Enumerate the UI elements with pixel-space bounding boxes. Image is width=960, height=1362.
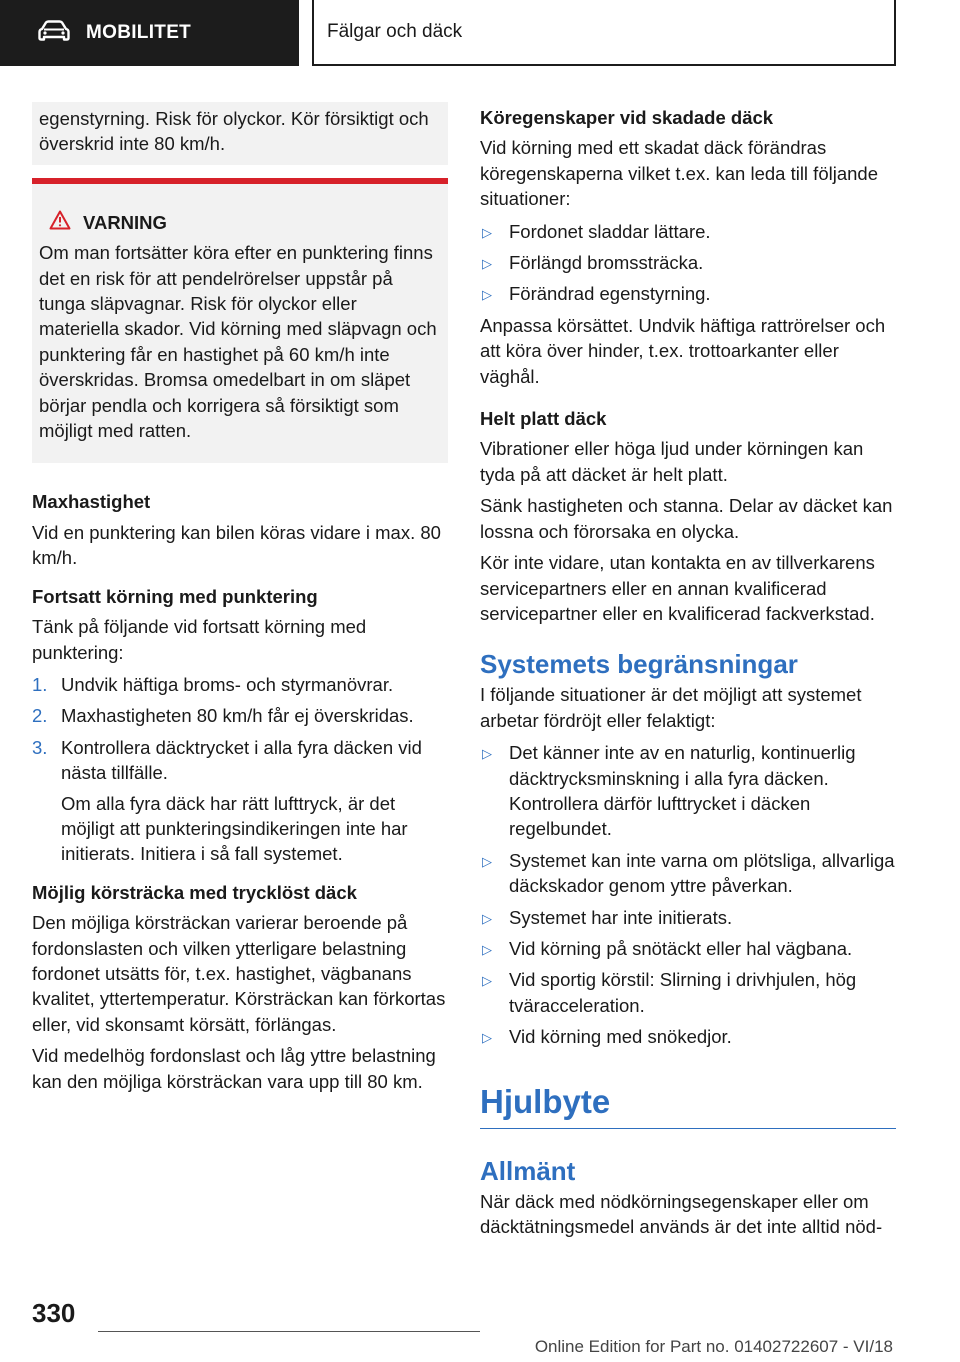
list-item: ▷ Systemet har inte initierats. bbox=[480, 905, 896, 930]
bullet-triangle-icon: ▷ bbox=[482, 910, 492, 926]
continued-driving-intro: Tänk på följande vid fortsatt körning med punktering: bbox=[32, 616, 367, 663]
chapter-label: Fälgar och däck bbox=[327, 21, 463, 42]
page-header bbox=[0, 0, 960, 66]
bullet-triangle-icon: ▷ bbox=[482, 973, 492, 989]
bullet-triangle-icon: ▷ bbox=[482, 1030, 492, 1046]
warning-triangle-icon bbox=[39, 210, 83, 236]
flat-tire-text-2: Sänk hastigheten och stanna. Delar av däcket kan lossna och förorsaka en olycka. bbox=[480, 495, 893, 542]
list-item: ▷ Vid körning med snökedjor. bbox=[480, 1024, 896, 1049]
system-limits-list bbox=[480, 740, 896, 1049]
bullet-triangle-icon: ▷ bbox=[482, 746, 492, 762]
left-column bbox=[32, 102, 448, 1094]
step-extra-text: Om alla fyra däck har rätt lufttryck, är det möjligt att punkteringsindikeringen inte har initierats. Initiera i så fall systemet. bbox=[61, 792, 408, 865]
system-limits-heading: Systemets begränsningar bbox=[480, 649, 798, 680]
list-item: ▷ Systemet kan inte varna om plötsliga, allvarliga däckskador genom yttre påverkan. bbox=[482, 849, 895, 897]
car-icon bbox=[38, 20, 70, 47]
damaged-tire-intro: Vid körning med ett skadat däck förändras köregenskaperna vilket t.ex. kan leda till följande situationer: bbox=[480, 137, 878, 210]
list-item: ▷ Fordonet sladdar lättare. bbox=[480, 219, 896, 244]
step-text: Kontrollera däcktrycket i alla fyra däcken vid nästa tillfälle. bbox=[61, 736, 422, 784]
list-item: ▷ Det känner inte av en naturlig, kontinuerlig däcktrycksminskning i alla fyra däcken. Kontrollera därför lufttrycket i däcken regelbundet. bbox=[482, 742, 856, 840]
continued-driving-heading: Fortsatt körning med punktering bbox=[32, 585, 318, 607]
list-item bbox=[32, 672, 448, 697]
system-limits-intro: I följande situationer är det möjligt att systemet arbetar fördröjt eller felaktigt: bbox=[480, 684, 862, 731]
flat-tire-text-1: Vibrationer eller höga ljud under körningen kan tyda på att däcket är helt platt. bbox=[480, 438, 864, 485]
general-text: När däck med nödkörningsegenskaper eller om däcktätningsmedel används är det inte alltid nöd- bbox=[480, 1190, 883, 1237]
warning-text: Om man fortsätter köra efter en punktering finns det en risk för att pendelrörelser uppstår på tunga släpvagnar. Risk för olyckor eller materiella skador. Vid körning med släpvagn och punktering får en hastighet på 60 km/h inte överskridas. Bromsa omedelbart in om släpet börjar pendla och korrigera så försiktigt som möjligt med ratten. bbox=[39, 242, 437, 442]
edition-text: Online Edition for Part no. 01402722607 - VI/18 bbox=[480, 1331, 895, 1362]
range-text-2: Vid medelhög fordonslast och låg yttre belastning kan den möjliga körsträckan vara upp till 80 km. bbox=[32, 1045, 436, 1092]
warning-title: VARNING bbox=[83, 212, 167, 234]
wheel-change-heading: Hjulbyte bbox=[480, 1080, 896, 1129]
continued-warning-box bbox=[32, 102, 448, 165]
max-speed-text: Vid en punktering kan bilen köras vidare i max. 80 km/h. bbox=[32, 521, 441, 569]
general-subheading: Allmänt bbox=[480, 1155, 576, 1186]
section-label: MOBILITET bbox=[86, 22, 192, 43]
step-number: 2. bbox=[32, 705, 48, 727]
flat-tire-text-3: Kör inte vidare, utan kontakta en av tillverkarens servicepartners eller en annan kvalificerad servicepartner eller en kvalificerad fackverkstad. bbox=[480, 552, 875, 624]
step-text: Undvik häftiga broms- och styrmanövrar. bbox=[61, 673, 394, 695]
bullet-triangle-icon: ▷ bbox=[482, 941, 492, 957]
list-item: ▷ Vid sportig körstil: Slirning i drivhjulen, hög tväracceleration. bbox=[482, 969, 857, 1016]
chapter-title[interactable] bbox=[312, 0, 896, 66]
range-heading: Möjlig körsträcka med trycklöst däck bbox=[32, 881, 357, 903]
warning-box bbox=[32, 178, 448, 464]
bullet-triangle-icon: ▷ bbox=[482, 256, 492, 272]
step-number: 1. bbox=[32, 673, 48, 695]
list-item: ▷ Förlängd bromssträcka. bbox=[480, 250, 896, 275]
section-tab[interactable] bbox=[0, 0, 299, 66]
list-item bbox=[32, 703, 448, 728]
list-item: ▷ Förändrad egenstyrning. bbox=[480, 281, 896, 306]
step-text: Maxhastigheten 80 km/h får ej överskridas. bbox=[61, 705, 414, 727]
bullet-triangle-icon: ▷ bbox=[482, 224, 492, 240]
right-column bbox=[480, 102, 896, 1239]
max-speed-heading: Maxhastighet bbox=[32, 491, 151, 513]
bullet-triangle-icon: ▷ bbox=[482, 287, 492, 303]
note-text: egenstyrning. Risk för olyckor. Kör försiktigt och överskrid inte 80 km/h. bbox=[39, 108, 429, 155]
page-number: 330 bbox=[32, 1298, 76, 1328]
flat-tire-heading: Helt platt däck bbox=[480, 408, 607, 430]
damaged-tire-heading: Köregenskaper vid skadade däck bbox=[480, 107, 774, 128]
continued-driving-steps bbox=[32, 672, 448, 867]
list-item bbox=[32, 735, 448, 867]
step-number: 3. bbox=[32, 736, 48, 758]
list-item: ▷ Vid körning på snötäckt eller hal vägbana. bbox=[480, 936, 896, 961]
bullet-triangle-icon: ▷ bbox=[482, 853, 492, 869]
damaged-tire-list bbox=[480, 219, 896, 307]
range-text-1: Den möjliga körsträckan varierar beroende på fordonslasten och vilken ytterligare belastning fordonet utsätts för, t.ex. hastighet, vägbanans kvalitet, yttertemperatur. Körsträckan kan förkortas eller, vid skonsamt körsätt, förlängas. bbox=[32, 912, 446, 1035]
damaged-tire-after: Anpassa körsättet. Undvik häftiga rattrörelser och att köra över hinder, t.ex. trottoarkanter eller väghål. bbox=[480, 314, 886, 387]
warning-header bbox=[39, 210, 441, 236]
